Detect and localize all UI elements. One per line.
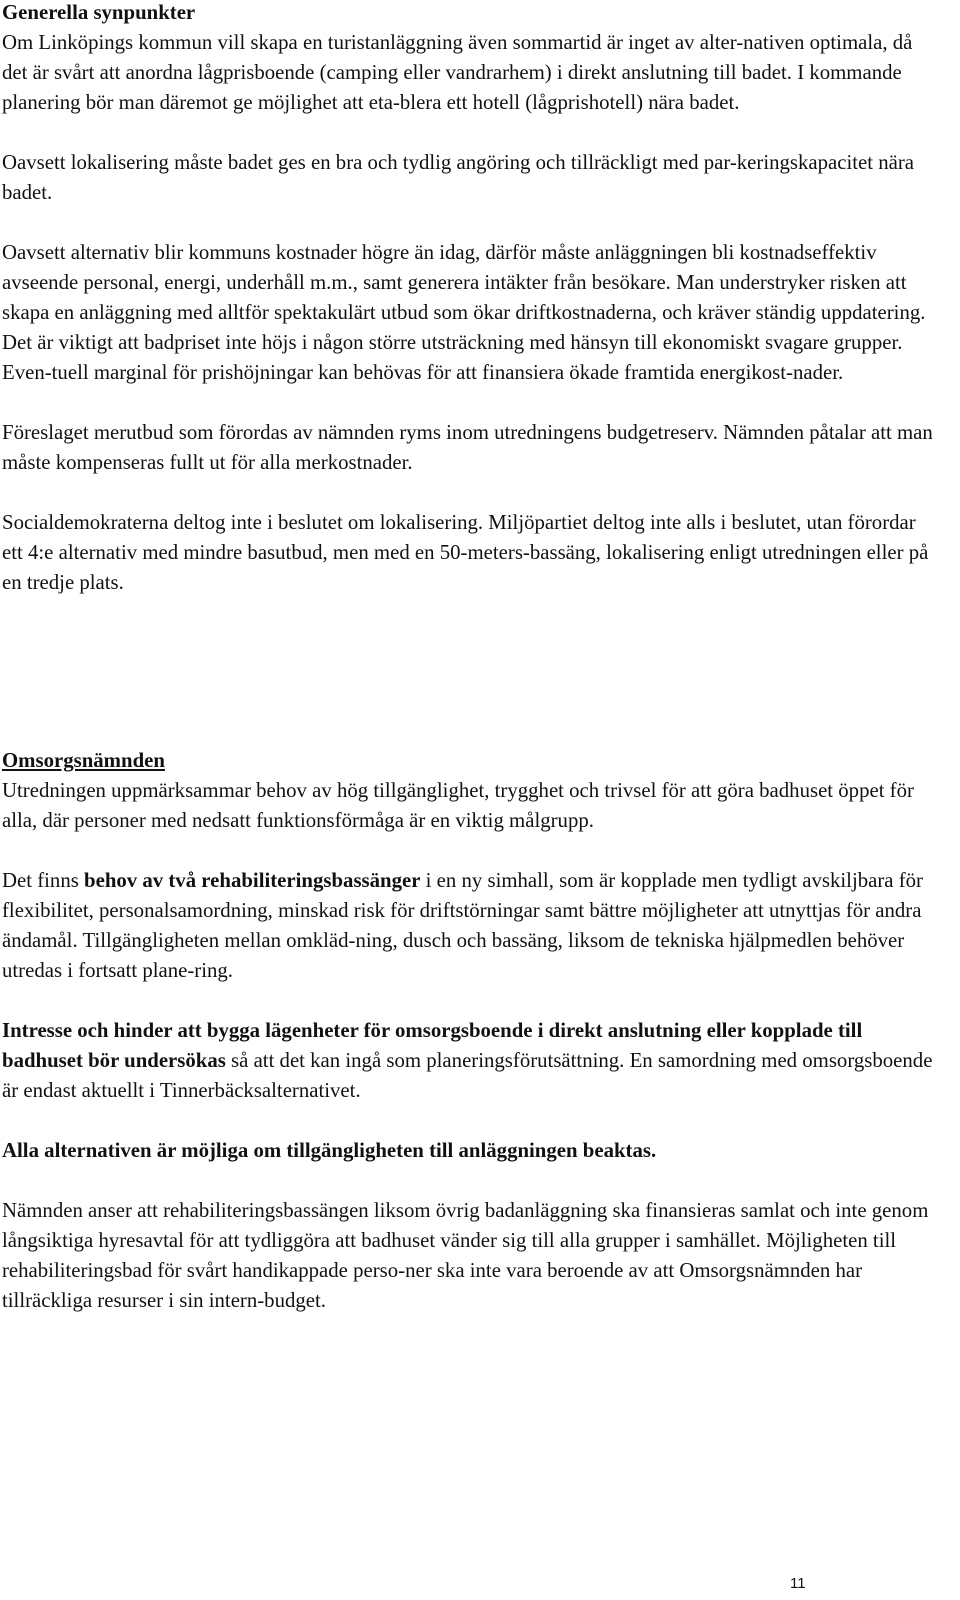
- bold-phrase: behov av två rehabiliteringsbassänger: [84, 869, 421, 892]
- paragraph-text: så att det kan ingå som planeringsförutsättning. En samordning med omsorgsboende är endast aktuellt i Tinnerbäcksalternativet.: [2, 1049, 933, 1102]
- paragraph: Oavsett lokalisering måste badet ges en bra och tydlig angöring och tillräckligt med par-keringskapacitet nära badet.: [2, 151, 915, 204]
- section-heading: Generella synpunkter: [2, 1, 196, 24]
- paragraph: Nämnden anser att rehabiliteringsbassängen liksom övrig badanläggning ska finansieras samlat och inte genom långsiktiga hyresavtal för att tydliggöra att badhuset vänder sig till alla grupper i samhället. Möjligheten till rehabiliteringsbad för svårt handikappade perso-ner ska inte vara beroende av att Omsorgsnämnden har tillräckliga resurser i sin intern-budget.: [2, 1199, 929, 1312]
- bold-phrase: Intresse och hinder att bygga lägenheter för omsorgsboende i direkt anslutning eller kopplade till badhuset bör undersökas: [2, 1019, 863, 1072]
- bold-paragraph: Alla alternativen är möjliga om tillgängligheten till anläggningen beaktas.: [2, 1139, 657, 1162]
- paragraph: [2, 1016, 940, 1106]
- paragraph: Om Linköpings kommun vill skapa en turistanläggning även sommartid är inget av alter-nativen optimala, då det är svårt att anordna lågprisboende (camping eller vandrarhem) i direkt anslutning till badet. I kommande planering bör man däremot ge möjlighet att eta-blera ett hotell (lågprishotell) nära badet.: [2, 31, 913, 114]
- section-heading: Omsorgsnämnden: [2, 749, 165, 772]
- section-generella-synpunkter: [2, 0, 940, 598]
- paragraph: [2, 866, 940, 986]
- page-number-text: 11: [790, 1575, 806, 1592]
- page-number: [0, 1575, 806, 1593]
- paragraph-text: i en ny simhall, som är kopplade men tydligt avskiljbara för flexibilitet, personalsamordning, minskad risk för driftstörningar samt bättre möjligheter att utnyttjas för andra ändamål. Tillgängligheten mellan omkläd-ning, dusch och bassäng, liksom de tekniska hjälpmedlen behöver utredas i fortsatt plane-ring.: [2, 869, 923, 982]
- paragraph: Oavsett alternativ blir kommuns kostnader högre än idag, därför måste anläggningen bli kostnadseffektiv avseende personal, energi, underhåll m.m., samt generera intäkter från besökare. Man understryker risken att skapa en anläggning med alltför spektakulärt utbud som ökar driftkostnaderna, och kräver ständig uppdatering. Det är viktigt att badpriset inte höjs i någon större utsträckning med hänsyn till ekonomiskt svagare grupper. Even-tuell marginal för prishöjningar kan behövas för att finansiera ökade framtida energikost-nader.: [2, 241, 926, 384]
- paragraph: Föreslaget merutbud som förordas av nämnden ryms inom utredningens budgetreserv. Nämnden påtalar att man måste kompenseras fullt ut för alla merkostnader.: [2, 421, 933, 474]
- section-omsorgsnamnden: [2, 746, 940, 1316]
- paragraph-text: Det finns: [2, 869, 85, 892]
- paragraph: Utredningen uppmärksammar behov av hög tillgänglighet, trygghet och trivsel för att göra badhuset öppet för alla, där personer med nedsatt funktionsförmåga är en viktig målgrupp.: [2, 779, 914, 832]
- paragraph: Socialdemokraterna deltog inte i beslutet om lokalisering. Miljöpartiet deltog inte alls i beslutet, utan förordar ett 4:e alternativ med mindre basutbud, men med en 50-meters-bassäng, lokalisering enligt utredningen eller på en tredje plats.: [2, 511, 929, 594]
